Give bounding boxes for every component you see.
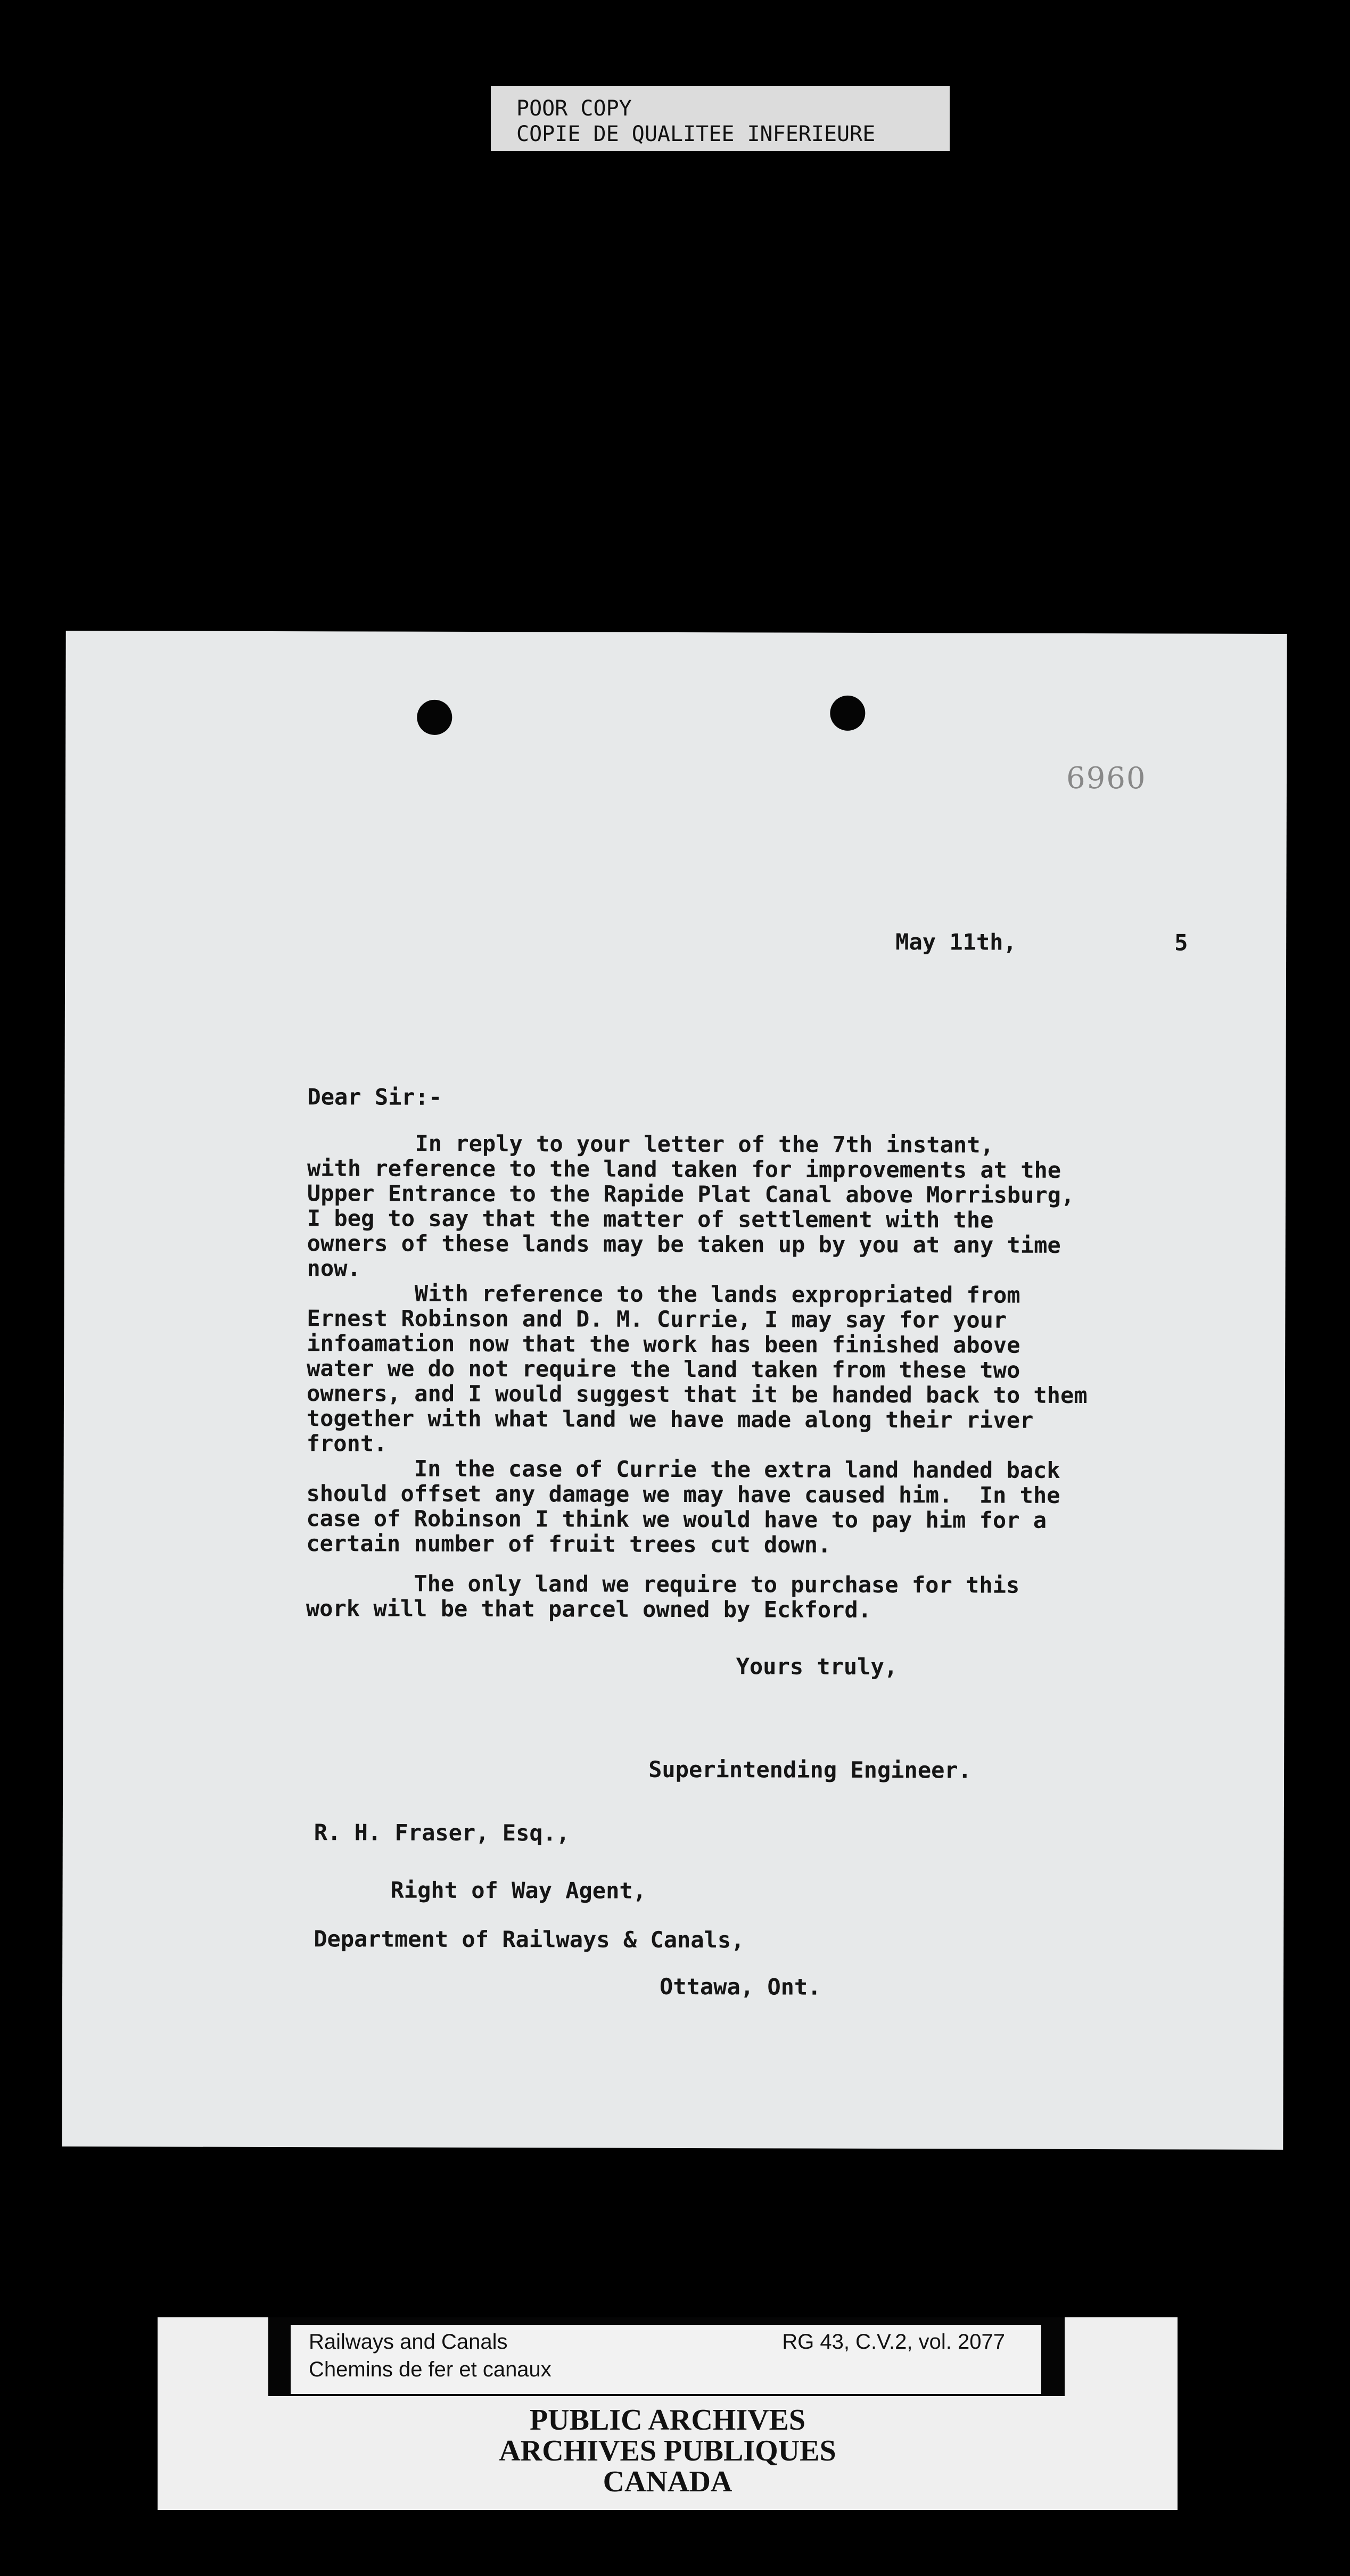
- body-line: Ernest Robinson and D. M. Currie, I may say for your: [307, 1305, 1007, 1333]
- letter-body: [306, 1130, 1265, 1623]
- body-line: now.: [307, 1255, 361, 1282]
- body-line: owners of these lands may be taken up by you at any time: [307, 1230, 1061, 1258]
- letter-date: May 11th,: [895, 929, 1017, 955]
- body-line: front.: [306, 1430, 388, 1457]
- closing: Yours truly,: [736, 1653, 898, 1680]
- archive-reference: RG 43, C.V.2, vol. 2077: [782, 2330, 1005, 2354]
- signature-title: Superintending Engineer.: [648, 1756, 972, 1784]
- body-line: With reference to the lands expropriated from: [307, 1280, 1020, 1308]
- body-line: Upper Entrance to the Rapide Plat Canal above Morrisburg,: [307, 1180, 1075, 1208]
- paragraph-4: [306, 1571, 1264, 1623]
- body-line: certain number of fruit trees cut down.: [306, 1530, 832, 1558]
- poor-copy-notice: [491, 86, 950, 151]
- collection-name-fr: Chemins de fer et canaux: [309, 2358, 551, 2381]
- body-line: should offset any damage we may have caused him. In the: [306, 1480, 1060, 1508]
- body-line: In the case of Currie the extra land handed back: [306, 1455, 1060, 1483]
- body-line: case of Robinson I think we would have to pay him for a: [306, 1505, 1047, 1533]
- addressee-title: Right of Way Agent,: [390, 1877, 647, 1904]
- addressee-department: Department of Railways & Canals,: [314, 1926, 745, 1953]
- body-line: with reference to the land taken for improvements at the: [307, 1155, 1061, 1183]
- punch-hole-left: [417, 700, 452, 735]
- letter-page: [62, 631, 1287, 2150]
- body-line: I beg to say that the matter of settlement with the: [307, 1205, 994, 1233]
- salutation: Dear Sir:-: [307, 1084, 442, 1110]
- letter-date-suffix: 5: [1174, 929, 1188, 956]
- archives-title: [158, 2405, 1178, 2497]
- body-line: owners, and I would suggest that it be handed back to them: [306, 1380, 1088, 1409]
- body-line: The only land we require to purchase for this: [306, 1570, 1020, 1598]
- paragraph-2: [307, 1281, 1265, 1458]
- archives-title-country: CANADA: [603, 2465, 732, 2498]
- paragraph-1: [307, 1130, 1266, 1283]
- archives-title-fr: ARCHIVES PUBLIQUES: [499, 2434, 836, 2467]
- file-number-stamp: 6960: [1066, 761, 1147, 796]
- poor-copy-label-fr: COPIE DE QUALITEE INFERIEURE: [516, 122, 876, 146]
- addressee-city: Ottawa, Ont.: [660, 1973, 821, 2000]
- body-line: In reply to your letter of the 7th instant,: [307, 1130, 994, 1158]
- addressee-name: R. H. Fraser, Esq.,: [314, 1819, 570, 1846]
- body-line: water we do not require the land taken from these two: [307, 1355, 1020, 1383]
- poor-copy-label-en: POOR COPY: [516, 96, 632, 121]
- paragraph-3: [306, 1456, 1264, 1558]
- punch-hole-right: [830, 696, 865, 731]
- body-line: work will be that parcel owned by Eckford.: [306, 1595, 872, 1623]
- body-line: infoamation now that the work has been finished above: [307, 1330, 1020, 1358]
- body-line: together with what land we have made along their river: [306, 1405, 1034, 1433]
- archives-title-en: PUBLIC ARCHIVES: [529, 2404, 806, 2437]
- archive-label: [291, 2325, 1041, 2394]
- collection-name-en: Railways and Canals: [309, 2330, 508, 2354]
